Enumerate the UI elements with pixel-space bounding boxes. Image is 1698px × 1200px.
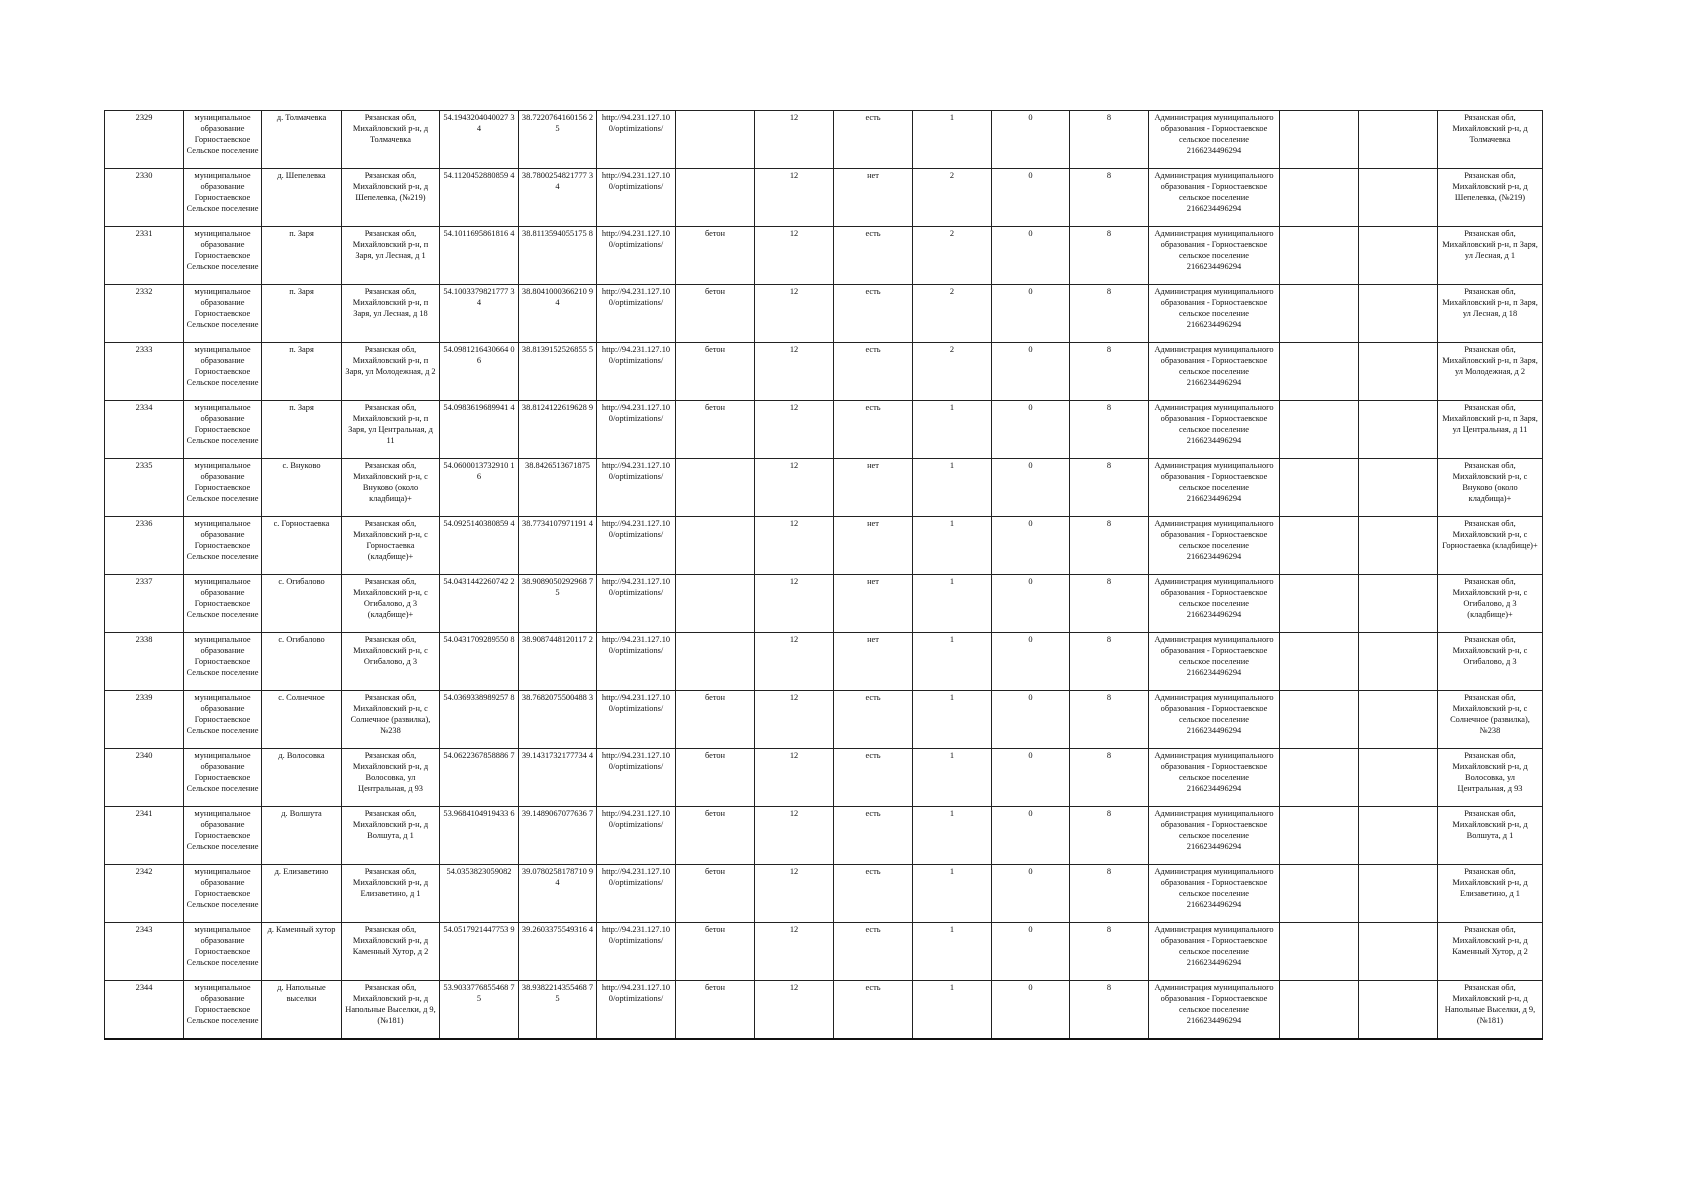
- volume-cell: 12: [755, 633, 834, 691]
- empty-cell-2: [1359, 285, 1438, 343]
- row-id-cell: 2339: [105, 691, 184, 749]
- address-cell: Рязанская обл, Михайловский р-н, с Огибалово, д 3 (кладбище)+: [342, 575, 440, 633]
- table-row: [105, 691, 1543, 749]
- row-id-cell: 2342: [105, 865, 184, 923]
- volume-cell: 12: [755, 807, 834, 865]
- latitude-cell: 54.0981216430664 06: [440, 343, 519, 401]
- count-cell-2: 0: [992, 807, 1070, 865]
- location-cell: Рязанская обл, Михайловский р-н, п Заря, ул Лесная, д 1: [1438, 227, 1543, 285]
- volume-cell: 12: [755, 459, 834, 517]
- address-cell: Рязанская обл, Михайловский р-н, с Огибалово, д 3: [342, 633, 440, 691]
- registry-table: [104, 110, 1543, 1040]
- longitude-cell: 38.7734107971191 4: [519, 517, 597, 575]
- count-cell-2: 0: [992, 749, 1070, 807]
- locality-cell: д. Елизаветино: [262, 865, 342, 923]
- owner-cell: Администрация муниципального образования - Горностаевское сельское поселение 2166234496294: [1149, 459, 1280, 517]
- longitude-cell: 38.9089050292968 75: [519, 575, 597, 633]
- count-cell-2: 0: [992, 111, 1070, 169]
- locality-cell: с. Огибалово: [262, 575, 342, 633]
- location-cell: Рязанская обл, Михайловский р-н, д Каменный Хутор, д 2: [1438, 923, 1543, 981]
- locality-cell: п. Заря: [262, 401, 342, 459]
- locality-cell: д. Толмачевка: [262, 111, 342, 169]
- municipality-cell: муниципальное образование Горностаевское Сельское поселение: [184, 807, 262, 865]
- location-cell: Рязанская обл, Михайловский р-н, д Волшута, д 1: [1438, 807, 1543, 865]
- owner-cell: Администрация муниципального образования - Горностаевское сельское поселение 2166234496294: [1149, 923, 1280, 981]
- url-cell: http://94.231.127.10 0/optimizations/: [597, 343, 676, 401]
- count-cell-3: 8: [1070, 517, 1149, 575]
- longitude-cell: 38.8124122619628 9: [519, 401, 597, 459]
- address-cell: Рязанская обл, Михайловский р-н, д Волосовка, ул Центральная, д 93: [342, 749, 440, 807]
- url-cell: http://94.231.127.10 0/optimizations/: [597, 227, 676, 285]
- longitude-cell: 38.7220764160156 25: [519, 111, 597, 169]
- empty-cell-2: [1359, 865, 1438, 923]
- containers-cell: 1: [913, 517, 992, 575]
- longitude-cell: 39.1489067077636 7: [519, 807, 597, 865]
- shelter-cell: есть: [834, 749, 913, 807]
- longitude-cell: 39.1431732177734 4: [519, 749, 597, 807]
- latitude-cell: 54.0517921447753 9: [440, 923, 519, 981]
- row-id-cell: 2338: [105, 633, 184, 691]
- containers-cell: 1: [913, 865, 992, 923]
- shelter-cell: есть: [834, 343, 913, 401]
- volume-cell: 12: [755, 285, 834, 343]
- surface-cell: бетон: [676, 749, 755, 807]
- latitude-cell: 54.1120452880859 4: [440, 169, 519, 227]
- table-row: [105, 285, 1543, 343]
- address-cell: Рязанская обл, Михайловский р-н, с Внуково (около кладбища)+: [342, 459, 440, 517]
- location-cell: Рязанская обл, Михайловский р-н, д Шепелевка, (№219): [1438, 169, 1543, 227]
- count-cell-3: 8: [1070, 807, 1149, 865]
- row-id-cell: 2340: [105, 749, 184, 807]
- empty-cell-1: [1280, 923, 1359, 981]
- table-body: [105, 111, 1543, 1040]
- latitude-cell: 54.0369338989257 8: [440, 691, 519, 749]
- longitude-cell: 38.9087448120117 2: [519, 633, 597, 691]
- empty-cell-1: [1280, 807, 1359, 865]
- table-row: [105, 749, 1543, 807]
- count-cell-2: 0: [992, 981, 1070, 1040]
- containers-cell: 1: [913, 575, 992, 633]
- locality-cell: с. Горностаевка: [262, 517, 342, 575]
- url-cell: http://94.231.127.10 0/optimizations/: [597, 807, 676, 865]
- row-id-cell: 2333: [105, 343, 184, 401]
- latitude-cell: 54.0622367858886 7: [440, 749, 519, 807]
- url-cell: http://94.231.127.10 0/optimizations/: [597, 981, 676, 1040]
- owner-cell: Администрация муниципального образования - Горностаевское сельское поселение 2166234496294: [1149, 981, 1280, 1040]
- latitude-cell: 54.0431442260742 2: [440, 575, 519, 633]
- empty-cell-1: [1280, 575, 1359, 633]
- location-cell: Рязанская обл, Михайловский р-н, с Горностаевка (кладбище)+: [1438, 517, 1543, 575]
- municipality-cell: муниципальное образование Горностаевское Сельское поселение: [184, 169, 262, 227]
- row-id-cell: 2344: [105, 981, 184, 1040]
- count-cell-3: 8: [1070, 633, 1149, 691]
- row-id-cell: 2334: [105, 401, 184, 459]
- owner-cell: Администрация муниципального образования - Горностаевское сельское поселение 2166234496294: [1149, 575, 1280, 633]
- longitude-cell: 38.7682075500488 3: [519, 691, 597, 749]
- address-cell: Рязанская обл, Михайловский р-н, п Заря, ул Молодежная, д 2: [342, 343, 440, 401]
- owner-cell: Администрация муниципального образования - Горностаевское сельское поселение 2166234496294: [1149, 749, 1280, 807]
- containers-cell: 1: [913, 401, 992, 459]
- owner-cell: Администрация муниципального образования - Горностаевское сельское поселение 2166234496294: [1149, 401, 1280, 459]
- count-cell-3: 8: [1070, 865, 1149, 923]
- location-cell: Рязанская обл, Михайловский р-н, д Елизаветино, д 1: [1438, 865, 1543, 923]
- surface-cell: бетон: [676, 923, 755, 981]
- owner-cell: Администрация муниципального образования - Горностаевское сельское поселение 2166234496294: [1149, 865, 1280, 923]
- count-cell-3: 8: [1070, 575, 1149, 633]
- containers-cell: 1: [913, 633, 992, 691]
- count-cell-2: 0: [992, 401, 1070, 459]
- volume-cell: 12: [755, 575, 834, 633]
- table-row: [105, 575, 1543, 633]
- surface-cell: [676, 633, 755, 691]
- owner-cell: Администрация муниципального образования - Горностаевское сельское поселение 2166234496294: [1149, 807, 1280, 865]
- address-cell: Рязанская обл, Михайловский р-н, п Заря, ул Лесная, д 18: [342, 285, 440, 343]
- municipality-cell: муниципальное образование Горностаевское Сельское поселение: [184, 517, 262, 575]
- volume-cell: 12: [755, 517, 834, 575]
- containers-cell: 2: [913, 285, 992, 343]
- empty-cell-1: [1280, 169, 1359, 227]
- longitude-cell: 38.8113594055175 8: [519, 227, 597, 285]
- municipality-cell: муниципальное образование Горностаевское Сельское поселение: [184, 749, 262, 807]
- empty-cell-2: [1359, 401, 1438, 459]
- empty-cell-2: [1359, 459, 1438, 517]
- url-cell: http://94.231.127.10 0/optimizations/: [597, 923, 676, 981]
- containers-cell: 2: [913, 343, 992, 401]
- latitude-cell: 53.9033776855468 75: [440, 981, 519, 1040]
- shelter-cell: нет: [834, 575, 913, 633]
- count-cell-3: 8: [1070, 111, 1149, 169]
- address-cell: Рязанская обл, Михайловский р-н, д Елизаветино, д 1: [342, 865, 440, 923]
- row-id-cell: 2341: [105, 807, 184, 865]
- shelter-cell: нет: [834, 459, 913, 517]
- containers-cell: 1: [913, 807, 992, 865]
- locality-cell: д. Напольные выселки: [262, 981, 342, 1040]
- locality-cell: д. Волшута: [262, 807, 342, 865]
- containers-cell: 1: [913, 749, 992, 807]
- shelter-cell: есть: [834, 227, 913, 285]
- count-cell-2: 0: [992, 517, 1070, 575]
- volume-cell: 12: [755, 923, 834, 981]
- volume-cell: 12: [755, 111, 834, 169]
- containers-cell: 1: [913, 923, 992, 981]
- location-cell: Рязанская обл, Михайловский р-н, п Заря, ул Центральная, д 11: [1438, 401, 1543, 459]
- municipality-cell: муниципальное образование Горностаевское Сельское поселение: [184, 227, 262, 285]
- empty-cell-2: [1359, 633, 1438, 691]
- count-cell-3: 8: [1070, 691, 1149, 749]
- empty-cell-1: [1280, 981, 1359, 1040]
- row-id-cell: 2335: [105, 459, 184, 517]
- location-cell: Рязанская обл, Михайловский р-н, п Заря, ул Молодежная, д 2: [1438, 343, 1543, 401]
- count-cell-3: 8: [1070, 459, 1149, 517]
- count-cell-2: 0: [992, 865, 1070, 923]
- surface-cell: бетон: [676, 981, 755, 1040]
- latitude-cell: 53.9684104919433 6: [440, 807, 519, 865]
- shelter-cell: есть: [834, 111, 913, 169]
- count-cell-2: 0: [992, 633, 1070, 691]
- locality-cell: с. Внуково: [262, 459, 342, 517]
- empty-cell-1: [1280, 749, 1359, 807]
- table-row: [105, 111, 1543, 169]
- address-cell: Рязанская обл, Михайловский р-н, д Толмачевка: [342, 111, 440, 169]
- surface-cell: бетон: [676, 285, 755, 343]
- table-row: [105, 227, 1543, 285]
- longitude-cell: 38.8426513671875: [519, 459, 597, 517]
- longitude-cell: 39.2603375549316 4: [519, 923, 597, 981]
- empty-cell-1: [1280, 227, 1359, 285]
- empty-cell-1: [1280, 459, 1359, 517]
- empty-cell-2: [1359, 111, 1438, 169]
- latitude-cell: 54.0600013732910 16: [440, 459, 519, 517]
- row-id-cell: 2329: [105, 111, 184, 169]
- url-cell: http://94.231.127.10 0/optimizations/: [597, 401, 676, 459]
- count-cell-3: 8: [1070, 227, 1149, 285]
- location-cell: Рязанская обл, Михайловский р-н, с Солнечное (развилка), №238: [1438, 691, 1543, 749]
- location-cell: Рязанская обл, Михайловский р-н, п Заря, ул Лесная, д 18: [1438, 285, 1543, 343]
- surface-cell: [676, 459, 755, 517]
- empty-cell-1: [1280, 517, 1359, 575]
- latitude-cell: 54.0431709289550 8: [440, 633, 519, 691]
- volume-cell: 12: [755, 343, 834, 401]
- volume-cell: 12: [755, 227, 834, 285]
- shelter-cell: нет: [834, 517, 913, 575]
- count-cell-2: 0: [992, 227, 1070, 285]
- shelter-cell: есть: [834, 401, 913, 459]
- surface-cell: [676, 111, 755, 169]
- latitude-cell: 54.1003379821777 34: [440, 285, 519, 343]
- empty-cell-2: [1359, 343, 1438, 401]
- count-cell-3: 8: [1070, 981, 1149, 1040]
- count-cell-3: 8: [1070, 401, 1149, 459]
- address-cell: Рязанская обл, Михайловский р-н, п Заря, ул Центральная, д 11: [342, 401, 440, 459]
- count-cell-3: 8: [1070, 285, 1149, 343]
- count-cell-3: 8: [1070, 343, 1149, 401]
- surface-cell: бетон: [676, 691, 755, 749]
- shelter-cell: есть: [834, 981, 913, 1040]
- table-row: [105, 459, 1543, 517]
- latitude-cell: 54.1943204040027 34: [440, 111, 519, 169]
- locality-cell: с. Солнечное: [262, 691, 342, 749]
- location-cell: Рязанская обл, Михайловский р-н, с Огибалово, д 3 (кладбище)+: [1438, 575, 1543, 633]
- empty-cell-1: [1280, 285, 1359, 343]
- empty-cell-2: [1359, 169, 1438, 227]
- longitude-cell: 39.0780258178710 94: [519, 865, 597, 923]
- address-cell: Рязанская обл, Михайловский р-н, с Солнечное (развилка), №238: [342, 691, 440, 749]
- locality-cell: д. Каменный хутор: [262, 923, 342, 981]
- count-cell-2: 0: [992, 459, 1070, 517]
- volume-cell: 12: [755, 981, 834, 1040]
- locality-cell: п. Заря: [262, 343, 342, 401]
- address-cell: Рязанская обл, Михайловский р-н, д Шепелевка, (№219): [342, 169, 440, 227]
- owner-cell: Администрация муниципального образования - Горностаевское сельское поселение 2166234496294: [1149, 343, 1280, 401]
- owner-cell: Администрация муниципального образования - Горностаевское сельское поселение 2166234496294: [1149, 111, 1280, 169]
- latitude-cell: 54.0353823059082: [440, 865, 519, 923]
- url-cell: http://94.231.127.10 0/optimizations/: [597, 865, 676, 923]
- longitude-cell: 38.8139152526855 5: [519, 343, 597, 401]
- row-id-cell: 2343: [105, 923, 184, 981]
- shelter-cell: есть: [834, 865, 913, 923]
- longitude-cell: 38.8041000366210 94: [519, 285, 597, 343]
- latitude-cell: 54.1011695861816 4: [440, 227, 519, 285]
- owner-cell: Администрация муниципального образования - Горностаевское сельское поселение 2166234496294: [1149, 169, 1280, 227]
- empty-cell-1: [1280, 633, 1359, 691]
- empty-cell-1: [1280, 691, 1359, 749]
- municipality-cell: муниципальное образование Горностаевское Сельское поселение: [184, 981, 262, 1040]
- municipality-cell: муниципальное образование Горностаевское Сельское поселение: [184, 401, 262, 459]
- locality-cell: д. Волосовка: [262, 749, 342, 807]
- url-cell: http://94.231.127.10 0/optimizations/: [597, 575, 676, 633]
- empty-cell-2: [1359, 981, 1438, 1040]
- shelter-cell: есть: [834, 807, 913, 865]
- locality-cell: д. Шепелевка: [262, 169, 342, 227]
- empty-cell-2: [1359, 691, 1438, 749]
- empty-cell-2: [1359, 807, 1438, 865]
- surface-cell: [676, 517, 755, 575]
- table-row: [105, 923, 1543, 981]
- table-row: [105, 981, 1543, 1040]
- count-cell-3: 8: [1070, 923, 1149, 981]
- count-cell-2: 0: [992, 285, 1070, 343]
- municipality-cell: муниципальное образование Горностаевское Сельское поселение: [184, 923, 262, 981]
- url-cell: http://94.231.127.10 0/optimizations/: [597, 691, 676, 749]
- containers-cell: 1: [913, 691, 992, 749]
- table-row: [105, 169, 1543, 227]
- volume-cell: 12: [755, 865, 834, 923]
- municipality-cell: муниципальное образование Горностаевское Сельское поселение: [184, 691, 262, 749]
- empty-cell-2: [1359, 575, 1438, 633]
- table-row: [105, 633, 1543, 691]
- empty-cell-1: [1280, 111, 1359, 169]
- table-row: [105, 401, 1543, 459]
- row-id-cell: 2331: [105, 227, 184, 285]
- shelter-cell: есть: [834, 923, 913, 981]
- owner-cell: Администрация муниципального образования - Горностаевское сельское поселение 2166234496294: [1149, 285, 1280, 343]
- empty-cell-1: [1280, 401, 1359, 459]
- address-cell: Рязанская обл, Михайловский р-н, д Каменный Хутор, д 2: [342, 923, 440, 981]
- surface-cell: бетон: [676, 227, 755, 285]
- surface-cell: [676, 169, 755, 227]
- count-cell-2: 0: [992, 343, 1070, 401]
- municipality-cell: муниципальное образование Горностаевское Сельское поселение: [184, 865, 262, 923]
- count-cell-2: 0: [992, 923, 1070, 981]
- location-cell: Рязанская обл, Михайловский р-н, д Волосовка, ул Центральная, д 93: [1438, 749, 1543, 807]
- count-cell-2: 0: [992, 691, 1070, 749]
- address-cell: Рязанская обл, Михайловский р-н, д Волшута, д 1: [342, 807, 440, 865]
- owner-cell: Администрация муниципального образования - Горностаевское сельское поселение 2166234496294: [1149, 517, 1280, 575]
- url-cell: http://94.231.127.10 0/optimizations/: [597, 517, 676, 575]
- url-cell: http://94.231.127.10 0/optimizations/: [597, 459, 676, 517]
- url-cell: http://94.231.127.10 0/optimizations/: [597, 633, 676, 691]
- table-row: [105, 343, 1543, 401]
- row-id-cell: 2336: [105, 517, 184, 575]
- location-cell: Рязанская обл, Михайловский р-н, д Толмачевка: [1438, 111, 1543, 169]
- count-cell-2: 0: [992, 575, 1070, 633]
- empty-cell-1: [1280, 865, 1359, 923]
- url-cell: http://94.231.127.10 0/optimizations/: [597, 285, 676, 343]
- address-cell: Рязанская обл, Михайловский р-н, п Заря, ул Лесная, д 1: [342, 227, 440, 285]
- containers-cell: 2: [913, 227, 992, 285]
- empty-cell-2: [1359, 923, 1438, 981]
- surface-cell: бетон: [676, 401, 755, 459]
- location-cell: Рязанская обл, Михайловский р-н, д Напольные Выселки, д 9, (№181): [1438, 981, 1543, 1040]
- surface-cell: бетон: [676, 343, 755, 401]
- count-cell-3: 8: [1070, 169, 1149, 227]
- locality-cell: п. Заря: [262, 285, 342, 343]
- municipality-cell: муниципальное образование Горностаевское Сельское поселение: [184, 633, 262, 691]
- url-cell: http://94.231.127.10 0/optimizations/: [597, 749, 676, 807]
- longitude-cell: 38.7800254821777 34: [519, 169, 597, 227]
- url-cell: http://94.231.127.10 0/optimizations/: [597, 111, 676, 169]
- url-cell: http://94.231.127.10 0/optimizations/: [597, 169, 676, 227]
- table-row: [105, 865, 1543, 923]
- surface-cell: бетон: [676, 865, 755, 923]
- locality-cell: с. Огибалово: [262, 633, 342, 691]
- volume-cell: 12: [755, 401, 834, 459]
- owner-cell: Администрация муниципального образования - Горностаевское сельское поселение 2166234496294: [1149, 227, 1280, 285]
- volume-cell: 12: [755, 169, 834, 227]
- surface-cell: бетон: [676, 807, 755, 865]
- address-cell: Рязанская обл, Михайловский р-н, д Напольные Выселки, д 9, (№181): [342, 981, 440, 1040]
- municipality-cell: муниципальное образование Горностаевское Сельское поселение: [184, 459, 262, 517]
- containers-cell: 1: [913, 111, 992, 169]
- volume-cell: 12: [755, 691, 834, 749]
- table-row: [105, 807, 1543, 865]
- shelter-cell: есть: [834, 691, 913, 749]
- row-id-cell: 2330: [105, 169, 184, 227]
- row-id-cell: 2332: [105, 285, 184, 343]
- containers-cell: 2: [913, 169, 992, 227]
- count-cell-3: 8: [1070, 749, 1149, 807]
- containers-cell: 1: [913, 459, 992, 517]
- location-cell: Рязанская обл, Михайловский р-н, с Внуково (около кладбища)+: [1438, 459, 1543, 517]
- shelter-cell: нет: [834, 633, 913, 691]
- longitude-cell: 38.9382214355468 75: [519, 981, 597, 1040]
- locality-cell: п. Заря: [262, 227, 342, 285]
- surface-cell: [676, 575, 755, 633]
- count-cell-2: 0: [992, 169, 1070, 227]
- containers-cell: 1: [913, 981, 992, 1040]
- empty-cell-2: [1359, 749, 1438, 807]
- municipality-cell: муниципальное образование Горностаевское Сельское поселение: [184, 111, 262, 169]
- volume-cell: 12: [755, 749, 834, 807]
- location-cell: Рязанская обл, Михайловский р-н, с Огибалово, д 3: [1438, 633, 1543, 691]
- owner-cell: Администрация муниципального образования - Горностаевское сельское поселение 2166234496294: [1149, 691, 1280, 749]
- shelter-cell: есть: [834, 285, 913, 343]
- municipality-cell: муниципальное образование Горностаевское Сельское поселение: [184, 575, 262, 633]
- latitude-cell: 54.0983619689941 4: [440, 401, 519, 459]
- address-cell: Рязанская обл, Михайловский р-н, с Горностаевка (кладбище)+: [342, 517, 440, 575]
- empty-cell-1: [1280, 343, 1359, 401]
- owner-cell: Администрация муниципального образования - Горностаевское сельское поселение 2166234496294: [1149, 633, 1280, 691]
- table-row: [105, 517, 1543, 575]
- empty-cell-2: [1359, 227, 1438, 285]
- row-id-cell: 2337: [105, 575, 184, 633]
- empty-cell-2: [1359, 517, 1438, 575]
- municipality-cell: муниципальное образование Горностаевское Сельское поселение: [184, 343, 262, 401]
- municipality-cell: муниципальное образование Горностаевское Сельское поселение: [184, 285, 262, 343]
- latitude-cell: 54.0925140380859 4: [440, 517, 519, 575]
- shelter-cell: нет: [834, 169, 913, 227]
